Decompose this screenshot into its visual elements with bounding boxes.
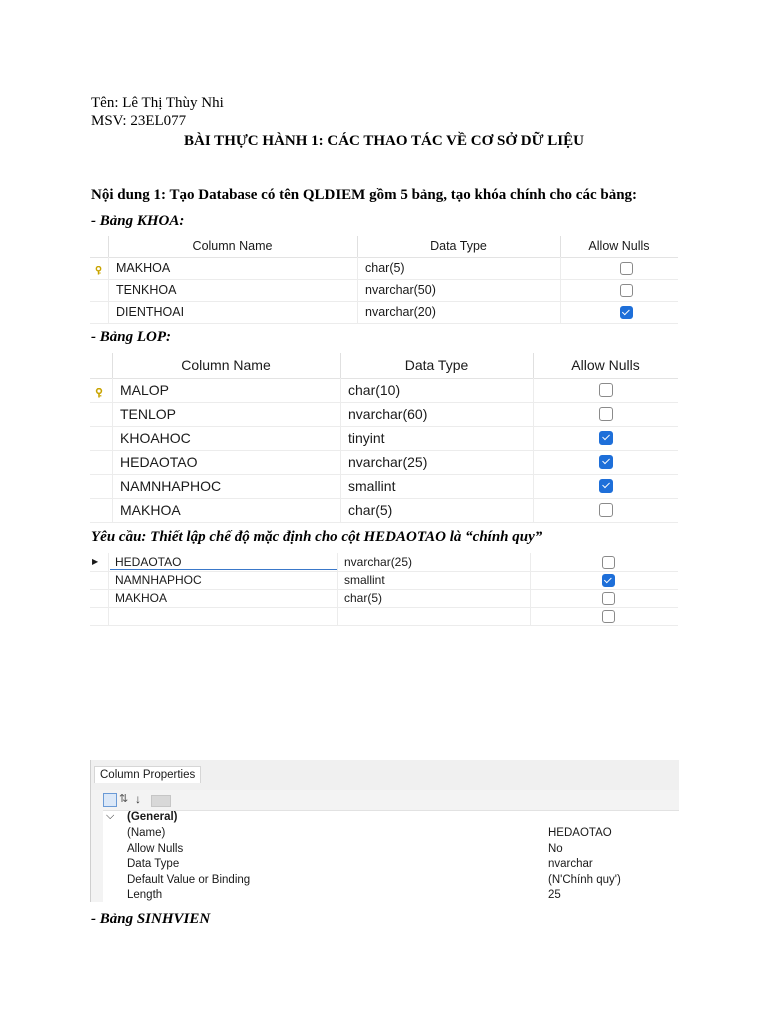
- khoa-design-grid: [90, 236, 678, 324]
- column-name-cell[interactable]: MAKHOA: [116, 261, 171, 275]
- properties-group-row[interactable]: [91, 811, 679, 827]
- table-row[interactable]: [90, 257, 678, 280]
- khoa-table-heading: - Bảng KHOA:: [91, 213, 185, 229]
- cell-divider: [337, 589, 338, 607]
- cell-divider: [357, 257, 358, 279]
- cell-divider: [530, 589, 531, 607]
- column-header: Data Type: [430, 239, 487, 253]
- data-type-cell[interactable]: nvarchar(25): [348, 454, 428, 470]
- cell-divider: [112, 474, 113, 498]
- cell-divider: [340, 474, 341, 498]
- cell-divider: [337, 571, 338, 589]
- content-1-heading: Nội dung 1: Tạo Database có tên QLDIEM gồm 5 bảng, tạo khóa chính cho các bảng:: [91, 187, 638, 203]
- cell-divider: [112, 402, 113, 426]
- cell-divider: [533, 498, 534, 522]
- cell-divider: [108, 301, 109, 323]
- cell-divider: [340, 378, 341, 402]
- document-title: BÀI THỰC HÀNH 1: CÁC THAO TÁC VỀ CƠ SỞ DỮ LIỆU: [184, 133, 584, 149]
- table-row[interactable]: [90, 607, 678, 626]
- allow-nulls-checkbox[interactable]: [599, 431, 613, 445]
- data-type-cell[interactable]: char(5): [365, 261, 405, 275]
- column-name-cell[interactable]: NAMNHAPHOC: [120, 478, 222, 494]
- cell-divider: [533, 450, 534, 474]
- column-name-cell[interactable]: MAKHOA: [120, 502, 181, 518]
- cell-divider: [340, 426, 341, 450]
- data-type-cell[interactable]: smallint: [344, 573, 385, 587]
- cell-divider: [357, 301, 358, 323]
- cell-divider: [340, 450, 341, 474]
- column-header: Column Name: [192, 239, 273, 253]
- data-type-cell[interactable]: smallint: [348, 478, 396, 494]
- data-type-cell[interactable]: char(5): [348, 502, 393, 518]
- data-type-cell[interactable]: tinyint: [348, 430, 385, 446]
- column-properties-tab[interactable]: Column Properties: [94, 766, 201, 783]
- property-value[interactable]: No: [548, 842, 563, 855]
- allow-nulls-checkbox[interactable]: [602, 556, 615, 569]
- allow-nulls-checkbox[interactable]: [599, 503, 613, 517]
- primary-key-icon: [94, 264, 103, 278]
- table-row[interactable]: [90, 553, 678, 572]
- property-row[interactable]: [91, 889, 679, 905]
- allow-nulls-checkbox[interactable]: [620, 262, 633, 275]
- property-row[interactable]: [91, 858, 679, 874]
- grid-header: [90, 353, 678, 379]
- header-divider: [357, 236, 358, 257]
- student-name: Tên: Lê Thị Thùy Nhi: [91, 95, 224, 111]
- cell-divider: [530, 571, 531, 589]
- collapse-chevron-icon[interactable]: ⌵: [106, 810, 115, 822]
- cell-divider: [108, 279, 109, 301]
- column-header: Column Name: [181, 357, 271, 373]
- cell-divider: [337, 607, 338, 625]
- allow-nulls-checkbox[interactable]: [599, 479, 613, 493]
- property-value[interactable]: (N'Chính quy'): [548, 873, 621, 886]
- column-properties-panel: [90, 760, 679, 902]
- cell-divider: [108, 553, 109, 571]
- data-type-cell[interactable]: nvarchar(50): [365, 283, 436, 297]
- cell-divider: [533, 426, 534, 450]
- data-type-cell[interactable]: char(5): [344, 591, 383, 605]
- grid-header: [90, 236, 678, 258]
- properties-titlebar: [91, 760, 679, 791]
- property-value[interactable]: nvarchar: [548, 858, 593, 870]
- cell-divider: [533, 378, 534, 402]
- column-header: Allow Nulls: [588, 239, 650, 253]
- property-name: Allow Nulls: [127, 842, 184, 855]
- cell-divider: [337, 553, 338, 571]
- table-row[interactable]: [90, 571, 678, 590]
- cell-divider: [108, 257, 109, 279]
- column-name-cell[interactable]: TENLOP: [120, 406, 177, 422]
- header-divider: [112, 353, 113, 378]
- cell-divider: [533, 402, 534, 426]
- column-name-cell[interactable]: TENKHOA: [116, 283, 177, 297]
- header-divider: [560, 236, 561, 257]
- table-row[interactable]: [90, 450, 678, 475]
- allow-nulls-checkbox[interactable]: [620, 306, 633, 319]
- allow-nulls-checkbox[interactable]: [602, 574, 615, 587]
- property-name: Default Value or Binding: [127, 873, 251, 886]
- lop-design-grid: [90, 353, 678, 523]
- properties-group-label: (General): [127, 811, 178, 823]
- column-name-cell[interactable]: MALOP: [120, 382, 170, 398]
- cell-divider: [560, 257, 561, 279]
- table-row[interactable]: [90, 279, 678, 302]
- property-value[interactable]: 25: [548, 889, 561, 901]
- cell-divider: [108, 589, 109, 607]
- header-divider: [108, 236, 109, 257]
- cell-divider: [108, 571, 109, 589]
- table-row[interactable]: [90, 426, 678, 451]
- allow-nulls-checkbox[interactable]: [602, 610, 615, 623]
- table-row[interactable]: [90, 402, 678, 427]
- cell-divider: [108, 607, 109, 625]
- table-row[interactable]: [90, 474, 678, 499]
- alphabetical-sort-icon[interactable]: ⇅: [119, 793, 129, 805]
- cell-divider: [530, 553, 531, 571]
- table-row[interactable]: [90, 378, 678, 403]
- data-type-cell[interactable]: nvarchar(25): [344, 555, 413, 569]
- allow-nulls-checkbox[interactable]: [599, 407, 613, 421]
- cell-divider: [533, 474, 534, 498]
- allow-nulls-checkbox[interactable]: [599, 383, 613, 397]
- column-name-cell[interactable]: HEDAOTAO: [110, 553, 337, 570]
- cell-divider: [112, 498, 113, 522]
- student-id: MSV: 23EL077: [91, 113, 187, 129]
- cell-divider: [112, 450, 113, 474]
- column-name-cell[interactable]: KHOAHOC: [120, 430, 191, 446]
- allow-nulls-checkbox[interactable]: [602, 592, 615, 605]
- cell-divider: [530, 607, 531, 625]
- property-row[interactable]: [91, 874, 679, 890]
- column-name-cell[interactable]: NAMNHAPHOC: [115, 573, 202, 587]
- cell-divider: [340, 402, 341, 426]
- property-name: (Name): [127, 827, 166, 839]
- lop-edit-grid: [90, 553, 678, 625]
- cell-divider: [560, 279, 561, 301]
- properties-toolbar: [91, 790, 679, 811]
- allow-nulls-checkbox[interactable]: [620, 284, 633, 297]
- sinhvien-table-heading: - Bảng SINHVIEN: [91, 911, 211, 927]
- column-name-cell[interactable]: HEDAOTAO: [120, 454, 198, 470]
- lop-table-heading: - Bảng LOP:: [91, 329, 171, 345]
- property-pages-icon[interactable]: [151, 795, 171, 807]
- column-name-cell[interactable]: MAKHOA: [115, 591, 168, 605]
- property-row[interactable]: [91, 843, 679, 859]
- primary-key-icon: [94, 385, 104, 401]
- property-name: Data Type: [127, 858, 180, 870]
- cell-divider: [340, 498, 341, 522]
- data-type-cell[interactable]: nvarchar(60): [348, 406, 428, 422]
- table-row[interactable]: [90, 498, 678, 523]
- column-name-cell[interactable]: DIENTHOAI: [116, 305, 185, 319]
- property-value[interactable]: HEDAOTAO: [548, 827, 612, 839]
- cell-divider: [560, 301, 561, 323]
- header-divider: [533, 353, 534, 378]
- arrow-down-icon[interactable]: ↓: [135, 792, 141, 806]
- cell-divider: [112, 378, 113, 402]
- table-row[interactable]: [90, 589, 678, 608]
- data-type-cell[interactable]: nvarchar(20): [365, 305, 436, 319]
- property-name: Length: [127, 889, 163, 901]
- column-header: Allow Nulls: [571, 357, 640, 373]
- table-row[interactable]: [90, 301, 678, 324]
- cell-divider: [357, 279, 358, 301]
- data-type-cell[interactable]: char(10): [348, 382, 401, 398]
- categorized-icon[interactable]: [103, 793, 117, 807]
- requirement-text: Yêu cầu: Thiết lập chế độ mặc định cho cột HEDAOTAO là “chính quy”: [91, 529, 543, 545]
- property-row[interactable]: [91, 827, 679, 843]
- current-row-arrow-icon: ▶: [92, 557, 99, 566]
- header-divider: [340, 353, 341, 378]
- cell-divider: [112, 426, 113, 450]
- column-header: Data Type: [404, 357, 469, 373]
- allow-nulls-checkbox[interactable]: [599, 455, 613, 469]
